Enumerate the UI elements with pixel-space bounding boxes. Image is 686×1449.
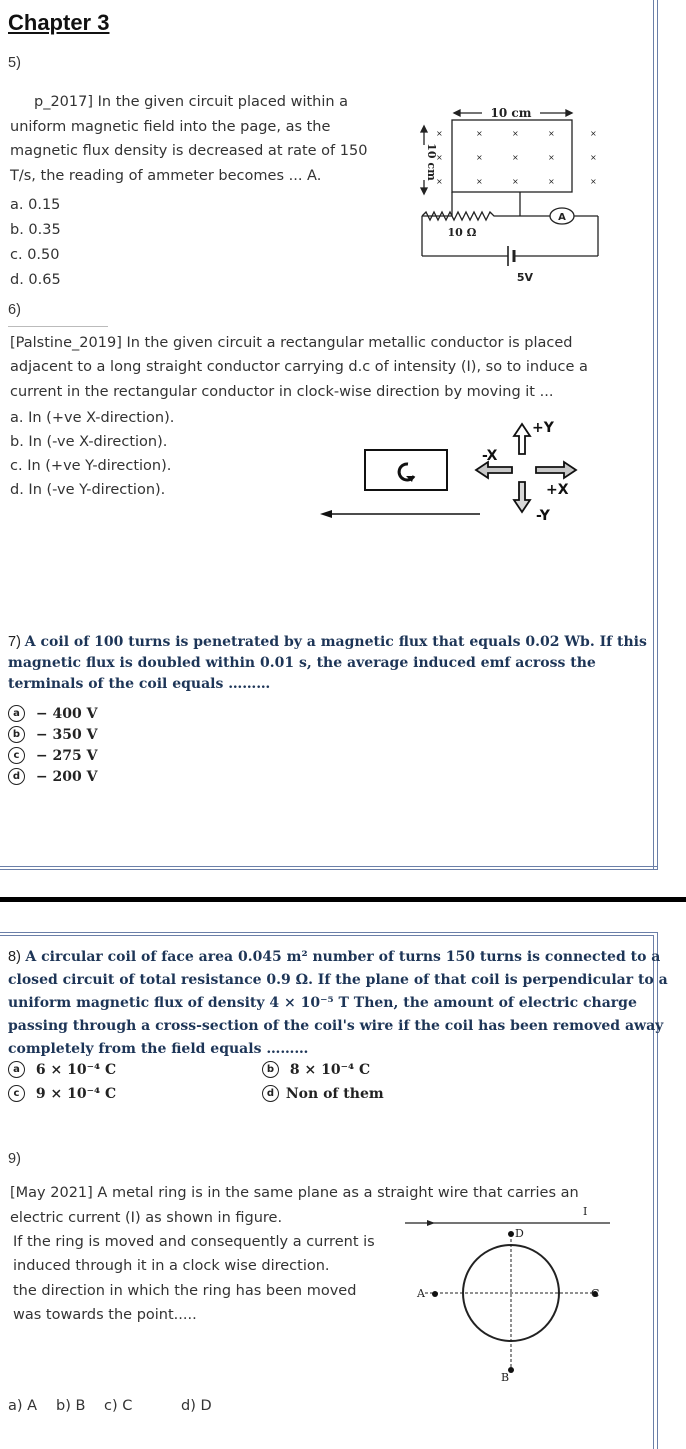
q9-point-d-label: D <box>515 1227 524 1240</box>
q9-line-6: was towards the point..... <box>13 1307 197 1323</box>
q5-battery-label: 5V <box>516 271 534 284</box>
option-text: − 275 V <box>35 747 98 764</box>
q5-option-d[interactable]: d. 0.65 <box>10 272 61 288</box>
option-text: 8 × 10⁻⁴ C <box>289 1061 371 1078</box>
q5-resistor-label: 10 Ω <box>447 226 477 239</box>
q5-number: 5) <box>8 55 21 71</box>
q6-line-1: [Palstine_2019] In the given circuit a rectangular metallic conductor is placed <box>10 335 573 351</box>
q8-number: 8) <box>8 949 21 965</box>
q8-line-4: passing through a cross-section of the coil's wire if the coil has been removed away <box>8 1018 664 1034</box>
option-letter: d <box>262 1085 279 1102</box>
q7-line-2: magnetic flux is doubled within 0.01 s, the average induced emf across the <box>8 655 596 671</box>
field-mark: × <box>548 129 555 138</box>
field-mark: × <box>476 177 483 186</box>
q6-dashed-rule <box>8 326 108 327</box>
q9-line-5: the direction in which the ring has been moved <box>13 1283 357 1299</box>
chapter-title: Chapter 3 <box>8 10 110 35</box>
q9-current-label: I <box>583 1205 588 1218</box>
q7-line-3: terminals of the coil equals ……… <box>8 676 271 692</box>
q8-text-1: A circular coil of face area 0.045 m² number of turns 150 turns is connected to a <box>25 949 661 965</box>
point-d-dot <box>508 1231 514 1237</box>
q8-line-2: closed circuit of total resistance 0.9 Ω. If the plane of that coil is perpendicular to a <box>8 972 668 988</box>
q7-option-c[interactable] <box>8 747 97 764</box>
q5-option-c[interactable]: c. 0.50 <box>10 247 60 263</box>
option-text: Non of them <box>285 1085 384 1102</box>
option-text: − 350 V <box>35 726 98 743</box>
q9-point-b-label: B <box>501 1371 510 1384</box>
q8-option-c[interactable] <box>8 1085 116 1102</box>
q6-plus-y-label: +Y <box>532 420 554 436</box>
option-letter: c <box>8 747 25 764</box>
field-mark: × <box>436 153 443 162</box>
q6-minus-x-label: -X <box>482 448 498 464</box>
q9-option-c[interactable]: c) C <box>104 1398 133 1414</box>
option-text: − 400 V <box>35 705 98 722</box>
q5-line-4: T/s, the reading of ammeter becomes ... A. <box>10 168 322 184</box>
q9-number: 9) <box>8 1151 21 1167</box>
q5-option-a[interactable]: a. 0.15 <box>10 197 61 213</box>
field-mark: × <box>436 177 443 186</box>
q9-line-2: electric current (I) as shown in figure. <box>10 1210 283 1226</box>
q5-line-1: p_2017] In the given circuit placed within a <box>34 94 349 110</box>
q7-text-1: A coil of 100 turns is penetrated by a magnetic flux that equals 0.02 Wb. If this <box>24 634 647 650</box>
q5-line-2: uniform magnetic field into the page, as the <box>10 119 331 135</box>
q9-point-a-label: A <box>417 1287 425 1300</box>
q5-ammeter-label: A <box>558 212 566 223</box>
field-mark: × <box>512 177 519 186</box>
q9-option-d[interactable]: d) D <box>181 1398 212 1414</box>
option-text: 6 × 10⁻⁴ C <box>35 1061 117 1078</box>
page-border-bottom <box>0 866 658 867</box>
page-border-right <box>653 0 654 870</box>
q9-option-b[interactable]: b) B <box>56 1398 86 1414</box>
point-a-dot <box>432 1291 438 1297</box>
page-border-right-2 <box>653 935 654 1449</box>
option-letter: c <box>8 1085 25 1102</box>
q8-option-d[interactable] <box>262 1085 384 1102</box>
q6-number: 6) <box>8 302 21 318</box>
option-text: 9 × 10⁻⁴ C <box>35 1085 117 1102</box>
field-mark: × <box>548 177 555 186</box>
q6-option-d[interactable]: d. In (-ve Y-direction). <box>10 482 166 498</box>
q7-option-a[interactable] <box>8 705 97 722</box>
option-letter: b <box>262 1061 279 1078</box>
q8-line-5: completely from the field equals ……… <box>8 1041 309 1057</box>
q6-figure <box>310 410 600 530</box>
field-mark: × <box>512 129 519 138</box>
option-letter: b <box>8 726 25 743</box>
field-mark: × <box>436 129 443 138</box>
field-mark: × <box>590 129 597 138</box>
q9-option-a[interactable]: a) A <box>8 1398 38 1414</box>
page-border-top <box>0 932 658 933</box>
arrow-down-icon <box>514 482 530 512</box>
q6-line-3: current in the rectangular conductor in clock-wise direction by moving it ... <box>10 384 554 400</box>
q6-option-a[interactable]: a. In (+ve X-direction). <box>10 410 175 426</box>
page-border-bottom-outer <box>0 869 658 870</box>
q9-line-1: [May 2021] A metal ring is in the same plane as a straight wire that carries an <box>10 1185 579 1201</box>
page-border-right-outer <box>657 0 658 870</box>
q8-option-b[interactable] <box>262 1061 370 1078</box>
q7-option-b[interactable] <box>8 726 97 743</box>
field-mark: × <box>512 153 519 162</box>
field-mark: × <box>548 153 555 162</box>
q7-option-d[interactable] <box>8 768 97 785</box>
q8-option-a[interactable] <box>8 1061 116 1078</box>
q9-line-3: If the ring is moved and consequently a current is <box>13 1234 375 1250</box>
q5-width-label: 10 cm <box>490 106 532 120</box>
page-border-right-2-outer <box>657 932 658 1449</box>
option-letter: d <box>8 768 25 785</box>
q9-point-c-label: C <box>591 1287 600 1300</box>
page-border-top-inner <box>0 935 654 936</box>
q6-option-b[interactable]: b. In (-ve X-direction). <box>10 434 168 450</box>
arrow-left-icon <box>476 462 512 478</box>
q5-height-label: 10 cm <box>425 143 438 181</box>
arrow-right-icon <box>536 462 576 478</box>
field-mark: × <box>590 153 597 162</box>
q6-option-c[interactable]: c. In (+ve Y-direction). <box>10 458 172 474</box>
q5-circuit-figure <box>400 100 610 290</box>
option-letter: a <box>8 705 25 722</box>
q7-number: 7) <box>8 634 21 650</box>
q8-line-3: uniform magnetic flux of density 4 × 10⁻⁵ T Then, the amount of electric charge <box>8 995 637 1011</box>
q6-minus-y-label: -Y <box>536 508 550 524</box>
arrow-up-icon <box>514 424 530 454</box>
q9-line-4: induced through it in a clock wise direction. <box>13 1258 330 1274</box>
field-mark: × <box>476 153 483 162</box>
q6-plus-x-label: +X <box>546 482 569 498</box>
option-letter: a <box>8 1061 25 1078</box>
q9-figure <box>405 1200 620 1385</box>
q5-line-3: magnetic flux density is decreased at rate of 150 <box>10 143 368 159</box>
q6-line-2: adjacent to a long straight conductor carrying d.c of intensity (I), so to induce a <box>10 359 588 375</box>
page-separator <box>0 897 686 902</box>
q8-line-1 <box>8 946 660 969</box>
field-mark: × <box>476 129 483 138</box>
option-text: − 200 V <box>35 768 98 785</box>
q5-option-b[interactable]: b. 0.35 <box>10 222 61 238</box>
field-mark: × <box>590 177 597 186</box>
q7-line-1 <box>8 630 647 654</box>
